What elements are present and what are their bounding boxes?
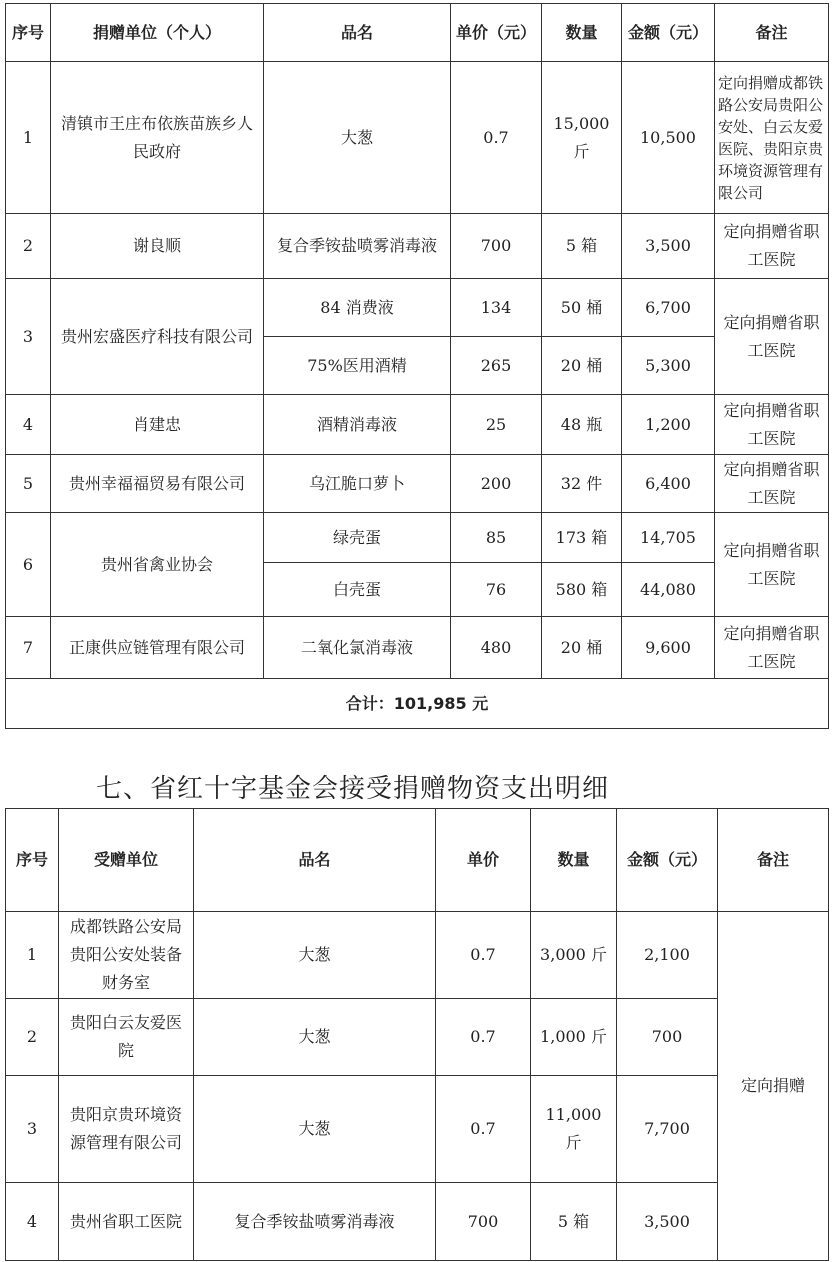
cell-price: 480 (451, 617, 542, 679)
cell-price: 25 (451, 395, 542, 455)
cell-qty: 1,000 斤 (531, 999, 617, 1076)
cell-price: 0.7 (436, 1076, 531, 1183)
cell-seq: 2 (6, 999, 59, 1076)
cell-amount: 10,500 (622, 62, 715, 214)
cell-seq: 4 (6, 1183, 59, 1261)
table-row (6, 62, 829, 214)
cell-price: 76 (451, 563, 542, 617)
cell-qty: 15,000斤 (542, 62, 622, 214)
cell-amount: 700 (617, 999, 718, 1076)
cell-note: 定向捐赠省职工医院 (715, 455, 829, 513)
cell-item: 84 消费液 (264, 279, 451, 337)
cell-qty: 48 瓶 (542, 395, 622, 455)
cell-amount: 6,400 (622, 455, 715, 513)
cell-qty: 5 箱 (542, 214, 622, 279)
cell-amount: 2,100 (617, 912, 718, 999)
cell-item: 乌江脆口萝卜 (264, 455, 451, 513)
cell-price: 265 (451, 337, 542, 395)
cell-item: 75%医用酒精 (264, 337, 451, 395)
cell-price: 700 (451, 214, 542, 279)
table-row (6, 279, 829, 337)
cell-amount: 14,705 (622, 513, 715, 563)
cell-note: 定向捐赠成都铁路公安局贵阳公安处、白云友爱医院、贵阳京贵环境资源管理有限公司 (715, 62, 829, 214)
cell-qty: 20 桶 (542, 617, 622, 679)
cell-item: 二氧化氯消毒液 (264, 617, 451, 679)
donation-income-table (5, 3, 829, 729)
cell-note: 定向捐赠省职工医院 (715, 214, 829, 279)
cell-item: 复合季铵盐喷雾消毒液 (264, 214, 451, 279)
cell-item: 酒精消毒液 (264, 395, 451, 455)
total-row (6, 679, 829, 729)
cell-note: 定向捐赠省职工医院 (715, 279, 829, 395)
cell-qty: 3,000 斤 (531, 912, 617, 999)
cell-amount: 5,300 (622, 337, 715, 395)
cell-amount: 44,080 (622, 563, 715, 617)
cell-note: 定向捐赠省职工医院 (715, 395, 829, 455)
cell-amount: 3,500 (617, 1183, 718, 1261)
cell-price: 134 (451, 279, 542, 337)
header-item: 品名 (194, 809, 436, 912)
cell-seq: 2 (6, 214, 51, 279)
cell-note: 定向捐赠省职工医院 (715, 513, 829, 617)
cell-item: 绿壳蛋 (264, 513, 451, 563)
cell-price: 700 (436, 1183, 531, 1261)
header-donor: 捐赠单位（个人） (51, 4, 264, 62)
cell-amount: 6,700 (622, 279, 715, 337)
cell-recipient: 贵阳京贵环境资源管理有限公司 (59, 1076, 194, 1183)
donation-expense-table (5, 808, 829, 1261)
cell-qty: 5 箱 (531, 1183, 617, 1261)
cell-amount: 1,200 (622, 395, 715, 455)
cell-recipient: 贵阳白云友爱医院 (59, 999, 194, 1076)
cell-donor: 清镇市王庄布依族苗族乡人民政府 (51, 62, 264, 214)
cell-note: 定向捐赠省职工医院 (715, 617, 829, 679)
cell-qty: 20 桶 (542, 337, 622, 395)
table-header-row (6, 809, 829, 912)
cell-seq: 4 (6, 395, 51, 455)
cell-price: 0.7 (451, 62, 542, 214)
header-note: 备注 (718, 809, 829, 912)
cell-qty: 50 桶 (542, 279, 622, 337)
header-amount: 金额（元） (622, 4, 715, 62)
cell-donor: 谢良顺 (51, 214, 264, 279)
cell-qty: 32 件 (542, 455, 622, 513)
cell-donor: 贵州省禽业协会 (51, 513, 264, 617)
cell-donor: 贵州幸福福贸易有限公司 (51, 455, 264, 513)
cell-seq: 3 (6, 279, 51, 395)
cell-price: 200 (451, 455, 542, 513)
cell-donor: 肖建忠 (51, 395, 264, 455)
cell-price: 85 (451, 513, 542, 563)
header-qty: 数量 (542, 4, 622, 62)
cell-seq: 1 (6, 912, 59, 999)
cell-donor: 正康供应链管理有限公司 (51, 617, 264, 679)
cell-qty: 173 箱 (542, 513, 622, 563)
cell-amount: 9,600 (622, 617, 715, 679)
table-row (6, 214, 829, 279)
cell-item: 大葱 (194, 999, 436, 1076)
table-row (6, 999, 829, 1076)
cell-seq: 6 (6, 513, 51, 617)
table-header-row (6, 4, 829, 62)
cell-item: 大葱 (194, 912, 436, 999)
cell-item: 大葱 (194, 1076, 436, 1183)
cell-amount: 3,500 (622, 214, 715, 279)
total-text: 合计：101,985 元 (6, 679, 829, 729)
cell-seq: 7 (6, 617, 51, 679)
cell-recipient: 成都铁路公安局贵阳公安处装备财务室 (59, 912, 194, 999)
cell-item: 复合季铵盐喷雾消毒液 (194, 1183, 436, 1261)
header-amount: 金额（元） (617, 809, 718, 912)
header-price: 单价 (436, 809, 531, 912)
cell-donor: 贵州宏盛医疗科技有限公司 (51, 279, 264, 395)
cell-seq: 5 (6, 455, 51, 513)
header-price: 单价（元） (451, 4, 542, 62)
cell-price: 0.7 (436, 912, 531, 999)
table-row (6, 395, 829, 455)
header-seq: 序号 (6, 4, 51, 62)
table-row (6, 1183, 829, 1261)
cell-qty: 580 箱 (542, 563, 622, 617)
cell-seq: 1 (6, 62, 51, 214)
header-seq: 序号 (6, 809, 59, 912)
table-row (6, 912, 829, 999)
cell-item: 白壳蛋 (264, 563, 451, 617)
table-row (6, 513, 829, 563)
cell-amount: 7,700 (617, 1076, 718, 1183)
header-recipient: 受赠单位 (59, 809, 194, 912)
header-item: 品名 (264, 4, 451, 62)
cell-recipient: 贵州省职工医院 (59, 1183, 194, 1261)
cell-note: 定向捐赠 (718, 912, 829, 1261)
header-qty: 数量 (531, 809, 617, 912)
header-note: 备注 (715, 4, 829, 62)
table-row (6, 1076, 829, 1183)
cell-seq: 3 (6, 1076, 59, 1183)
table-row (6, 455, 829, 513)
cell-qty: 11,000 斤 (531, 1076, 617, 1183)
section-title: 七、省红十字基金会接受捐赠物资支出明细 (96, 774, 610, 804)
cell-price: 0.7 (436, 999, 531, 1076)
table-row (6, 617, 829, 679)
cell-item: 大葱 (264, 62, 451, 214)
